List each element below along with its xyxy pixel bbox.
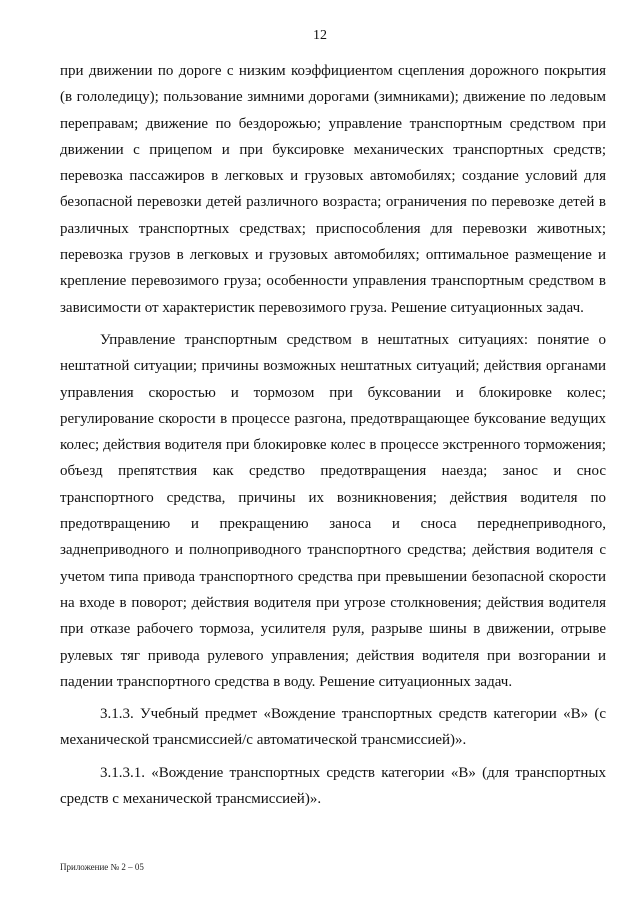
paragraph-emergency-situations: Управление транспортным средством в нештатных ситуациях: понятие о нештатной ситуации; причины возможных нештатных ситуаций; действия органами управления скоростью и тормозом при буксовании и блокировке колес; регулирование скорости в процессе разгона, предотвращающее буксование ведущих колес; действия водителя при блокировке колес в процессе экстренного торможения; объезд препятствия как средство предотвращения наезда; занос и снос транспортного средства, причины их возникновения; действия водителя по предотвращению и прекращению заноса и сноса переднеприводного, заднеприводного и полноприводного транспортного средства; действия водителя с учетом типа привода транспортного средства при превышении безопасной скорости на входе в поворот; действия водителя при угрозе столкновения; действия водителя при отказе рабочего тормоза, усилителя руля, разрыве шины в движении, отрыве рулевых тяг привода рулевого управления; действия водителя при возгорании и падении транспортного средства в воду. Решение ситуационных задач. <box>60 331 606 690</box>
paragraph-section-3-1-3: 3.1.3. Учебный предмет «Вождение транспортных средств категории «В» (с механической трансмиссией/с автоматической трансмиссией)». <box>60 706 606 749</box>
document-body <box>60 58 606 812</box>
page-number: 12 <box>313 28 327 43</box>
paragraph-section-3-1-3-1: 3.1.3.1. «Вождение транспортных средств категории «В» (для транспортных средств с механической трансмиссией)». <box>60 764 606 808</box>
paragraph-continuation: при движении по дороге с низким коэффициентом сцепления дорожного покрытия (в гололедицу); пользование зимними дорогами (зимниками); движение по ледовым переправам; движение по бездорожью; управление транспортным средством при движении с прицепом и при буксировке механических транспортных средств; перевозка пассажиров в легковых и грузовых автомобилях; создание условий для безопасной перевозки детей различного возраста; ограничения по перевозке детей в различных транспортных средствах; приспособления для перевозки животных; перевозка грузов в легковых и грузовых автомобилях; оптимальное размещение и крепление перевозимого груза; особенности управления транспортным средством в зависимости от характеристик перевозимого груза. Решение ситуационных задач. <box>60 63 606 316</box>
page-footer: Приложение № 2 – 05 <box>60 862 144 872</box>
